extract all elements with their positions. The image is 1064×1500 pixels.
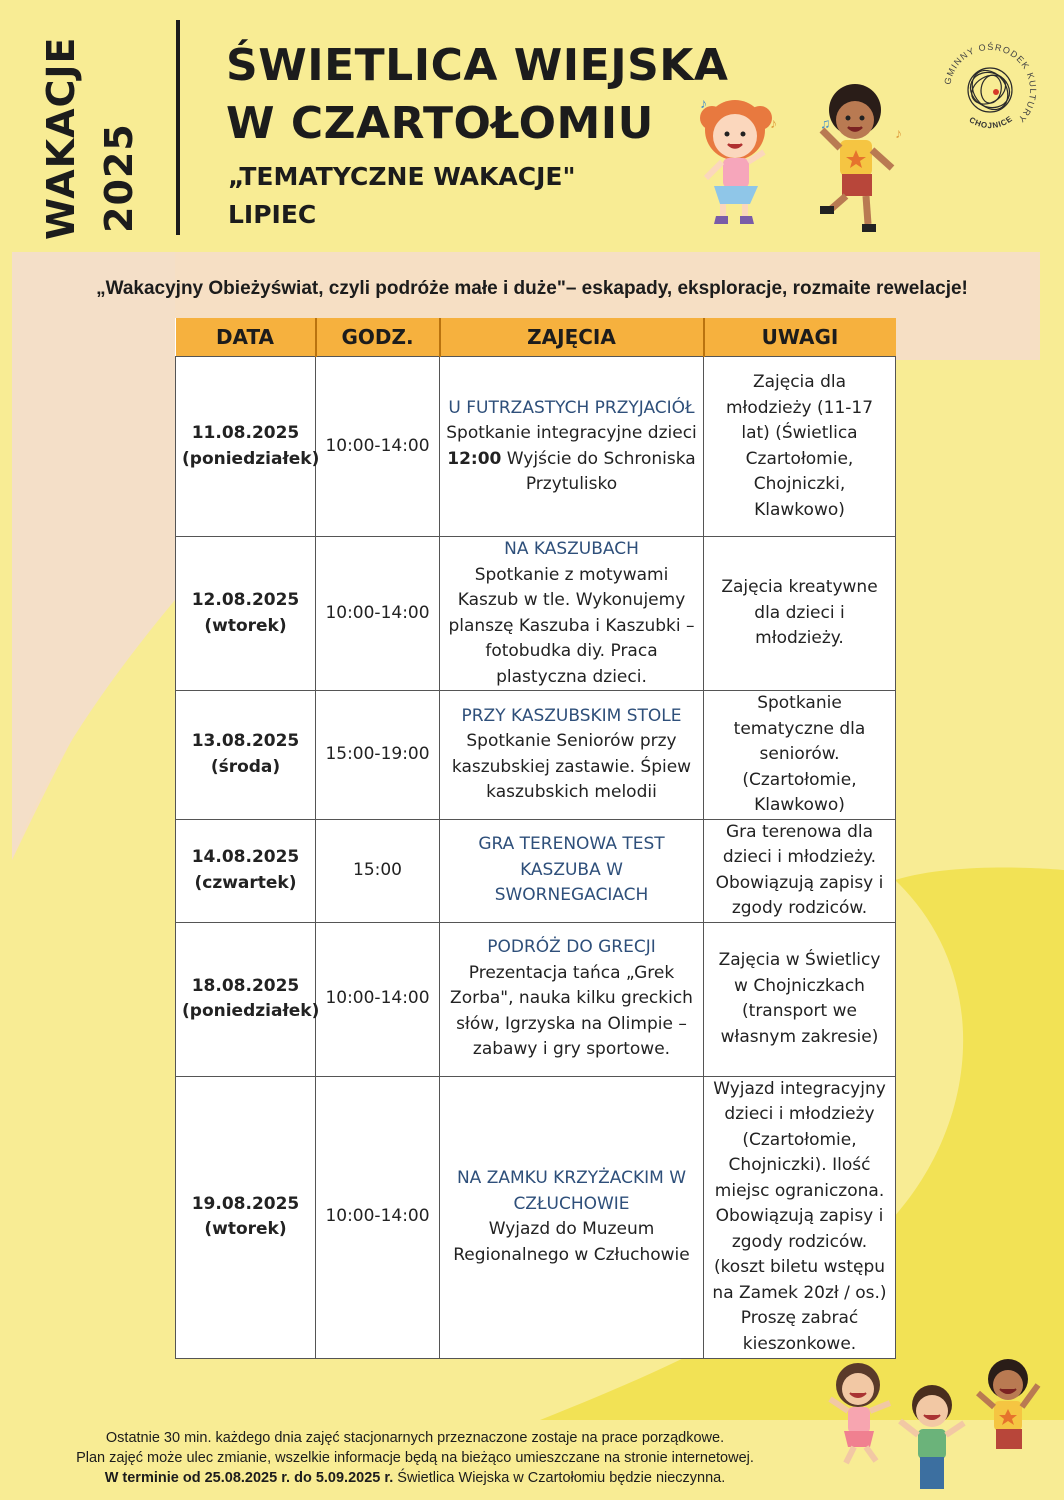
footer-notes: [0, 1428, 830, 1488]
activity-description-rest: Wyjście do Schroniska Przytulisko: [501, 448, 696, 494]
notes-cell: Zajęcia dla młodzieży (11-17 lat) (Świetlica Czartołomie, Chojniczki, Klawkowo): [704, 357, 896, 537]
side-title: [40, 18, 150, 240]
header-godz: GODZ.: [316, 318, 440, 357]
time-cell: 10:00-14:00: [316, 357, 440, 537]
svg-text:♪: ♪: [770, 115, 777, 131]
gok-chojnice-logo: [940, 40, 1040, 140]
header-zajecia: ZAJĘCIA: [440, 318, 704, 357]
date: 13.08.2025: [191, 731, 300, 752]
header-uwagi: UWAGI: [704, 318, 896, 357]
table-header-row: [176, 318, 896, 357]
table-row: [176, 1076, 896, 1358]
activity-description: Wyjazd do Muzeum Regionalnego w Człuchowie: [453, 1219, 690, 1265]
page-title-line2: W CZARTOŁOMIU: [226, 98, 654, 149]
logo-ring-text: GMINNY OŚRODEK KULTURY: [942, 41, 1039, 125]
closure-text: Świetlica Wiejska w Czartołomiu będzie nieczynna.: [393, 1470, 726, 1486]
logo-city-text: CHOJNICE: [967, 113, 1015, 131]
weekday: (wtorek): [204, 1219, 287, 1239]
date-cell: [176, 819, 316, 922]
weekday: (środa): [210, 756, 281, 777]
svg-text:♫: ♫: [820, 115, 831, 131]
weekday: (poniedziałek): [182, 1001, 320, 1021]
notes-cell: Zajęcia kreatywne dla dzieci i młodzieży.: [704, 537, 896, 691]
scribble-circle-icon: [965, 64, 1016, 117]
time-cell: 15:00-19:00: [316, 691, 440, 820]
table-row: [176, 357, 896, 537]
date-cell: [176, 922, 320, 1076]
activity-description: Spotkanie Seniorów przy kaszubskiej zastawie. Śpiew kaszubskich melodii: [451, 731, 692, 803]
activity-cell: [440, 1076, 704, 1358]
boy-jumping-icon: [900, 1385, 964, 1489]
activity-time-bold: 12:00: [447, 448, 502, 469]
month-label: LIPIEC: [228, 200, 317, 229]
svg-text:CHOJNICE: [968, 114, 1015, 130]
date: 12.08.2025: [191, 590, 300, 610]
date-cell: [176, 537, 316, 691]
time-cell: 10:00-14:00: [316, 537, 440, 691]
footer-line-1: Ostatnie 30 min. każdego dnia zajęć stacjonarnych przeznaczone zostaje na prace porządkowe.: [105, 1430, 725, 1446]
table-row: [176, 819, 896, 922]
activity-description-2: [446, 447, 697, 498]
activity-description: Prezentacja tańca „Grek Zorba", nauka kilku greckich słów, Igrzyska na Olimpie – zabawy i gry sportowe.: [450, 962, 693, 1060]
girl-dancer-icon: [700, 100, 772, 224]
date: 19.08.2025: [191, 1193, 300, 1214]
notes-cell: Zajęcia w Świetlicy w Chojniczkach (transport we własnym zakresie): [704, 922, 896, 1076]
notes-cell: Wyjazd integracyjny dzieci i młodzieży (Czartołomie, Chojniczki). Ilość miejsc ograniczona. Obowiązują zapisy i zgody rodziców. (koszt biletu wstępu na Zamek 20zł / os.) Proszę zabrać kieszonkowe.: [704, 1076, 896, 1358]
jumping-kids-illustration: [820, 1355, 1050, 1500]
date: 11.08.2025: [191, 423, 300, 443]
activity-title: NA KASZUBACH: [504, 539, 639, 559]
side-title-year: 2025: [97, 123, 141, 233]
footer-line-3: [0, 1468, 830, 1488]
activity-cell: [440, 819, 704, 922]
closure-dates: W terminie od 25.08.2025 r. do 5.09.2025 r.: [104, 1470, 394, 1486]
table-row: [176, 691, 896, 820]
time-cell: 10:00-14:00: [316, 1076, 440, 1358]
activity-title: NA ZAMKU KRZYŻACKIM W CZŁUCHOWIE: [456, 1168, 687, 1214]
boy-dancer-icon: [820, 84, 892, 232]
activity-title: GRA TERENOWA TEST KASZUBA W SWORNEGACIACH: [478, 834, 665, 906]
activity-cell: [440, 537, 704, 691]
dancing-kids-illustration: [680, 78, 920, 240]
activity-title: U FUTRZASTYCH PRZYJACIÓŁ: [448, 397, 695, 418]
notes-cell: Gra terenowa dla dzieci i młodzieży. Obowiązują zapisy i zgody rodziców.: [704, 819, 896, 922]
kid-star-shirt-icon: [978, 1359, 1038, 1449]
activity-cell: [440, 691, 704, 820]
date-cell: [176, 691, 316, 820]
weekday: (wtorek): [204, 615, 287, 636]
activity-title: PODRÓŻ DO GRECJI: [487, 937, 656, 958]
girl-jumping-icon: [830, 1363, 890, 1463]
schedule-table: [175, 318, 896, 1359]
side-title-wakacje: WAKACJE: [39, 36, 83, 240]
activity-cell: [440, 357, 704, 537]
date-cell: [176, 1076, 316, 1358]
table-row: [176, 922, 896, 1076]
notes-cell: Spotkanie tematyczne dla seniorów. (Czartołomie, Klawkowo): [704, 691, 896, 820]
activity-description: Spotkanie z motywami Kaszub w tle. Wykonujemy planszę Kaszuba i Kaszubki – fotobudka diy. Praca plastyczna dzieci.: [448, 564, 695, 687]
activity-description: Spotkanie integracyjne dzieci: [446, 423, 697, 443]
table-row: [176, 537, 896, 691]
activity-title: PRZY KASZUBSKIM STOLE: [461, 705, 682, 726]
header-divider: [176, 20, 180, 235]
svg-text:♪: ♪: [895, 125, 902, 141]
footer-line-2: Plan zajęć może ulec zmianie, wszelkie informacje będą na bieżąco umieszczane na stronie internetowej.: [76, 1450, 754, 1466]
header-data: DATA: [176, 318, 316, 357]
date: 18.08.2025: [191, 975, 300, 996]
weekday: (poniedziałek): [182, 448, 320, 469]
date: 14.08.2025: [191, 847, 300, 867]
motto: „Wakacyjny Obieżyświat, czyli podróże małe i duże"– eskapady, eksploracje, rozmaite rewelacje!: [96, 278, 968, 299]
weekday: (czwartek): [194, 872, 297, 893]
page-title-line1: ŚWIETLICA WIEJSKA: [226, 40, 729, 91]
activity-cell: [440, 922, 704, 1076]
time-cell: 15:00: [316, 819, 440, 922]
time-cell: 10:00-14:00: [316, 922, 440, 1076]
date-cell: [176, 357, 320, 537]
svg-text:♪: ♪: [700, 95, 707, 111]
page-subtitle: „TEMATYCZNE WAKACJE": [228, 162, 576, 191]
